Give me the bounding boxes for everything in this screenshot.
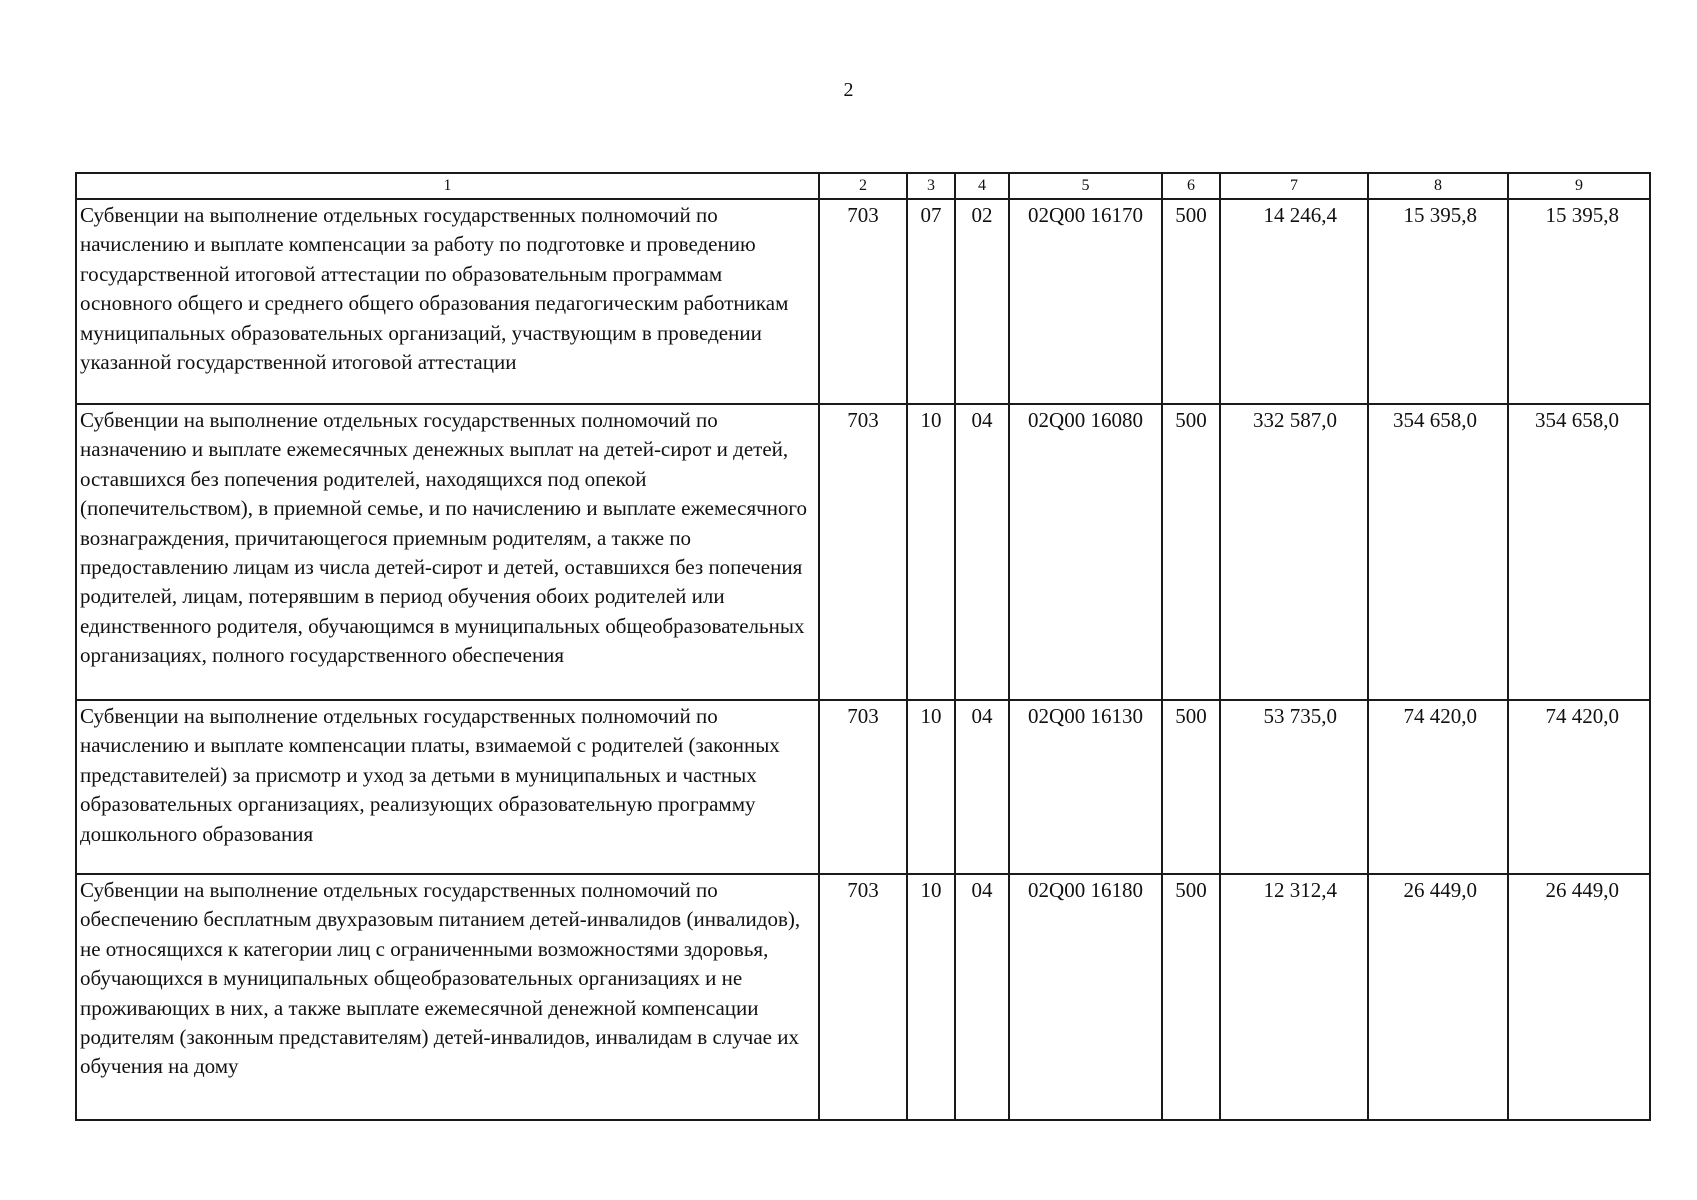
amount-col9-cell: 354 658,0 xyxy=(1508,404,1650,700)
section-code-cell: 10 xyxy=(907,700,955,874)
amount-col9-cell: 15 395,8 xyxy=(1508,199,1650,404)
target-article-cell: 02Q00 16170 xyxy=(1009,199,1162,404)
section-code-cell: 10 xyxy=(907,874,955,1120)
amount-col8-cell: 15 395,8 xyxy=(1368,199,1508,404)
header-cell: 3 xyxy=(907,173,955,199)
amount-col9-cell: 26 449,0 xyxy=(1508,874,1650,1120)
amount-col7-cell: 14 246,4 xyxy=(1220,199,1368,404)
header-cell: 6 xyxy=(1162,173,1220,199)
header-cell: 4 xyxy=(955,173,1009,199)
table-row xyxy=(76,199,1650,404)
header-cell: 2 xyxy=(819,173,907,199)
ministry-code-cell: 703 xyxy=(819,700,907,874)
amount-col8-cell: 26 449,0 xyxy=(1368,874,1508,1120)
target-article-cell: 02Q00 16180 xyxy=(1009,874,1162,1120)
amount-col7-cell: 53 735,0 xyxy=(1220,700,1368,874)
row-description: Субвенции на выполнение отдельных государственных полномочий по начислению и выплате компенсации за работу по подготовке и проведению государственной итоговой аттестации по образовательным программам основного общего и среднего общего образования педагогическим работникам муниципальных образовательных организаций, участвующим в проведении указанной государственной итоговой аттестации xyxy=(76,199,819,404)
page-number: 2 xyxy=(843,79,854,101)
row-description: Субвенции на выполнение отдельных государственных полномочий по назначению и выплате ежемесячных денежных выплат на детей-сирот и детей, оставшихся без попечения родителей, находящихся под опекой (попечительством), в приемной семье, и по начислению и выплате ежемесячного вознаграждения, причитающегося приемным родителям, а также по предоставлению лицам из числа детей-сирот и детей, оставшихся без попечения родителей, лицам, потерявшим в период обучения обоих родителей или единственного родителя, обучающимся в муниципальных общеобразовательных организациях, полного государственного обеспечения xyxy=(76,404,819,700)
table-row xyxy=(76,700,1650,874)
amount-col7-cell: 332 587,0 xyxy=(1220,404,1368,700)
expense-type-cell: 500 xyxy=(1162,404,1220,700)
expense-type-cell: 500 xyxy=(1162,874,1220,1120)
section-code-cell: 10 xyxy=(907,404,955,700)
ministry-code-cell: 703 xyxy=(819,404,907,700)
header-row xyxy=(76,173,1650,199)
header-cell: 9 xyxy=(1508,173,1650,199)
amount-col9-cell: 74 420,0 xyxy=(1508,700,1650,874)
ministry-code-cell: 703 xyxy=(819,874,907,1120)
expense-type-cell: 500 xyxy=(1162,700,1220,874)
header-cell: 5 xyxy=(1009,173,1162,199)
amount-col8-cell: 74 420,0 xyxy=(1368,700,1508,874)
target-article-cell: 02Q00 16080 xyxy=(1009,404,1162,700)
section-code-cell: 07 xyxy=(907,199,955,404)
amount-col8-cell: 354 658,0 xyxy=(1368,404,1508,700)
header-cell: 1 xyxy=(76,173,819,199)
row-description: Субвенции на выполнение отдельных государственных полномочий по начислению и выплате компенсации платы, взимаемой с родителей (законных представителей) за присмотр и уход за детьми в муниципальных и частных образовательных организациях, реализующих образовательную программу дошкольного образования xyxy=(76,700,819,874)
header-cell: 8 xyxy=(1368,173,1508,199)
subsection-code-cell: 04 xyxy=(955,874,1009,1120)
header-cell: 7 xyxy=(1220,173,1368,199)
ministry-code-cell: 703 xyxy=(819,199,907,404)
expense-type-cell: 500 xyxy=(1162,199,1220,404)
target-article-cell: 02Q00 16130 xyxy=(1009,700,1162,874)
table-row xyxy=(76,404,1650,700)
subsection-code-cell: 04 xyxy=(955,404,1009,700)
table-row xyxy=(76,874,1650,1120)
subsection-code-cell: 04 xyxy=(955,700,1009,874)
row-description: Субвенции на выполнение отдельных государственных полномочий по обеспечению бесплатным двухразовым питанием детей-инвалидов (инвалидов), не относящихся к категории лиц с ограниченными возможностями здоровья, обучающихся в муниципальных общеобразовательных организациях и не проживающих в них, а также выплате ежемесячной денежной компенсации родителям (законным представителям) детей-инвалидов, инвалидам в случае их обучения на дому xyxy=(76,874,819,1120)
subsection-code-cell: 02 xyxy=(955,199,1009,404)
amount-col7-cell: 12 312,4 xyxy=(1220,874,1368,1120)
budget-table xyxy=(75,172,1651,1121)
